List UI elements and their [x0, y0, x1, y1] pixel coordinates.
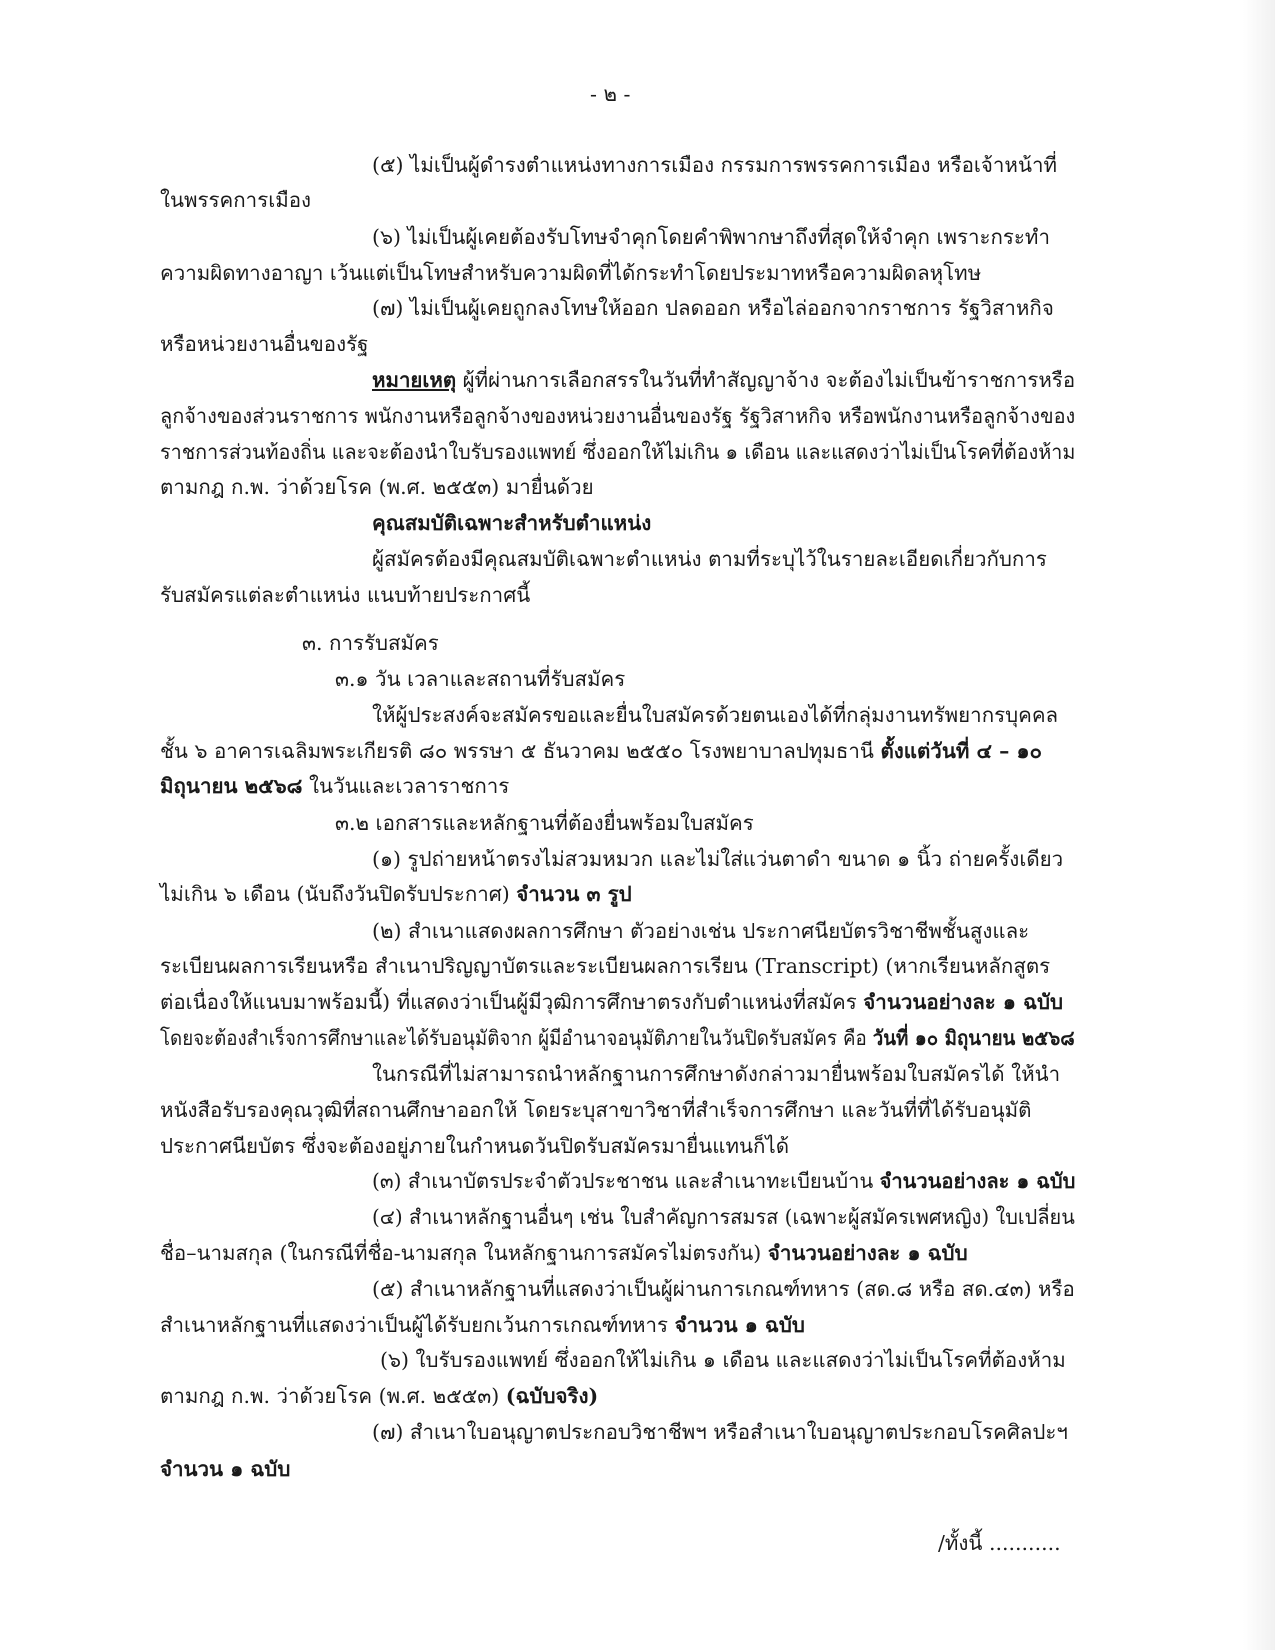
doc-2-line-6: หนังสือรับรองคุณวุฒิที่สถานศึกษาออกให้ โดยระบุสาขาวิชาที่สำเร็จการศึกษา และวันที่ที่ได้รับอนุมัติ — [160, 1098, 1032, 1122]
note-text: ผู้ที่ผ่านการเลือกสรรในวันที่ทำสัญญาจ้าง จะต้องไม่เป็นข้าราชการหรือ — [456, 368, 1076, 392]
doc-3-line-1 — [372, 1168, 1075, 1194]
doc-1-quantity: จำนวน ๓ รูป — [516, 882, 632, 906]
doc-2-line-7: ประกาศนียบัตร ซึ่งจะต้องอยู่ภายในกำหนดวันปิดรับสมัครมายื่นแทนก็ได้ — [160, 1134, 790, 1158]
doc-1-line-2 — [160, 881, 632, 907]
doc-5-quantity: จำนวน ๑ ฉบับ — [674, 1313, 805, 1337]
note-line-3: ราชการส่วนท้องถิ่น และจะต้องนำใบรับรองแพทย์ ซึ่งออกให้ไม่เกิน ๑ เดือน และแสดงว่าไม่เป็นโรคที่ต้องห้าม — [160, 440, 1076, 464]
section-3-1-text: ชั้น ๖ อาคารเฉลิมพระเกียรติ ๘๐ พรรษา ๕ ธันวาคม ๒๕๕๐ โรงพยาบาลปทุมธานี — [160, 739, 881, 763]
item-7-line-1: (๗) ไม่เป็นผู้เคยถูกลงโทษให้ออก ปลดออก หรือไล่ออกจากราชการ รัฐวิสาหกิจ — [372, 296, 1054, 320]
doc-2-line-5: ในกรณีที่ไม่สามารถนำหลักฐานการศึกษาดังกล่าวมายื่นพร้อมใบสมัครได้ ให้นำ — [372, 1062, 1061, 1086]
page-number: - ๒ - — [590, 82, 631, 106]
item-6-line-2: ความผิดทางอาญา เว้นแต่เป็นโทษสำหรับความผิดที่ได้กระทำโดยประมาทหรือความผิดลหุโทษ — [160, 261, 982, 285]
note-line-2: ลูกจ้างของส่วนราชการ พนักงานหรือลูกจ้างของหน่วยงานอื่นของรัฐ รัฐวิสาหกิจ หรือพนักงานหรือลูกจ้างของ — [160, 404, 1076, 428]
doc-4-text: ชื่อ–นามสกุล (ในกรณีที่ชื่อ-นามสกุล ในหลักฐานการสมัครไม่ตรงกัน) — [160, 1241, 768, 1265]
item-5-line-1: (๕) ไม่เป็นผู้ดำรงตำแหน่งทางการเมือง กรรมการพรรคการเมือง หรือเจ้าหน้าที่ — [372, 153, 1057, 177]
doc-6-original: (ฉบับจริง) — [505, 1384, 599, 1408]
specific-qualifications-heading: คุณสมบัติเฉพาะสำหรับตำแหน่ง — [372, 511, 652, 535]
doc-2-deadline: วันที่ ๑๐ มิถุนายน ๒๕๖๘ — [872, 1026, 1075, 1050]
doc-2-line-3 — [160, 989, 1063, 1015]
note-line-4: ตามกฎ ก.พ. ว่าด้วยโรค (พ.ศ. ๒๕๕๓) มายื่นด้วย — [160, 475, 594, 499]
doc-5-line-1: (๕) สำเนาหลักฐานที่แสดงว่าเป็นผู้ผ่านการเกณฑ์ทหาร (สด.๘ หรือ สด.๔๓) หรือ — [372, 1277, 1075, 1301]
specific-line-2: รับสมัครแต่ละตำแหน่ง แนบท้ายประกาศนี้ — [160, 583, 531, 607]
note-line-1 — [372, 367, 1075, 393]
doc-4-line-2 — [160, 1240, 968, 1266]
specific-line-1: ผู้สมัครต้องมีคุณสมบัติเฉพาะตำแหน่ง ตามที่ระบุไว้ในรายละเอียดเกี่ยวกับการ — [372, 547, 1047, 571]
doc-6-text: ตามกฎ ก.พ. ว่าด้วยโรค (พ.ศ. ๒๕๕๓) — [160, 1384, 506, 1408]
doc-5-line-2 — [160, 1312, 805, 1338]
continuation-marker: /ทั้งนี้ ........... — [938, 1531, 1061, 1555]
item-6-line-1: (๖) ไม่เป็นผู้เคยต้องรับโทษจำคุกโดยคำพิพากษาถึงที่สุดให้จำคุก เพราะกระทำ — [372, 225, 1050, 249]
section-3-1-line-2 — [160, 738, 1042, 764]
doc-7-line-1: (๗) สำเนาใบอนุญาตประกอบวิชาชีพฯ หรือสำเนาใบอนุญาตประกอบโรคศิลปะฯ — [372, 1420, 1068, 1444]
section-3-1-line-1: ให้ผู้ประสงค์จะสมัครขอและยื่นใบสมัครด้วยตนเองได้ที่กลุ่มงานทรัพยากรบุคคล — [372, 703, 1059, 727]
doc-5-text: สำเนาหลักฐานที่แสดงว่าเป็นผู้ได้รับยกเว้นการเกณฑ์ทหาร — [160, 1313, 675, 1337]
doc-2-approval-text: โดยจะต้องสำเร็จการศึกษาและได้รับอนุมัติจาก ผู้มีอำนาจอนุมัติภายในวันปิดรับสมัคร คือ — [160, 1026, 873, 1050]
doc-2-line-2: ระเบียนผลการเรียนหรือ สำเนาปริญญาบัตรและระเบียนผลการเรียน (Transcript) (หากเรียนหลักสูตร — [160, 954, 1051, 978]
doc-4-quantity: จำนวนอย่างละ ๑ ฉบับ — [767, 1241, 968, 1265]
note-label: หมายเหตุ — [372, 368, 457, 392]
section-3-1-line-3 — [160, 773, 509, 799]
item-5-line-2: ในพรรคการเมือง — [160, 188, 312, 212]
doc-1-text: ไม่เกิน ๖ เดือน (นับถึงวันปิดรับประกาศ) — [160, 882, 517, 906]
doc-7-line-2: จำนวน ๑ ฉบับ — [160, 1457, 291, 1481]
doc-6-line-2 — [160, 1383, 598, 1409]
doc-2-text: ต่อเนื่องให้แนบมาพร้อมนี้) ที่แสดงว่าเป็นผู้มีวุฒิการศึกษาตรงกับตำแหน่งที่สมัคร — [160, 990, 864, 1014]
doc-2-line-1: (๒) สำเนาแสดงผลการศึกษา ตัวอย่างเช่น ประกาศนียบัตรวิชาชีพชั้นสูงและ — [372, 919, 1030, 943]
doc-1-line-1: (๑) รูปถ่ายหน้าตรงไม่สวมหมวก และไม่ใส่แว่นตาดำ ขนาด ๑ นิ้ว ถ่ายครั้งเดียว — [372, 847, 1064, 871]
section-3-1-date-start: ตั้งแต่วันที่ ๔ – ๑๐ — [880, 739, 1043, 763]
section-3-2-heading: ๓.๒ เอกสารและหลักฐานที่ต้องยื่นพร้อมใบสมัคร — [335, 811, 754, 835]
page-edge-shadow — [1243, 0, 1275, 1650]
doc-2-quantity: จำนวนอย่างละ ๑ ฉบับ — [863, 990, 1064, 1014]
doc-3-text: (๓) สำเนาบัตรประจำตัวประชาชน และสำเนาทะเบียนบ้าน — [372, 1169, 880, 1193]
doc-2-line-4 — [160, 1025, 1075, 1051]
doc-4-line-1: (๔) สำเนาหลักฐานอื่นๆ เช่น ใบสำคัญการสมรส (เฉพาะผู้สมัครเพศหญิง) ใบเปลี่ยน — [372, 1205, 1075, 1229]
item-7-line-2: หรือหน่วยงานอื่นของรัฐ — [160, 332, 369, 356]
doc-6-line-1: (๖) ใบรับรองแพทย์ ซึ่งออกให้ไม่เกิน ๑ เดือน และแสดงว่าไม่เป็นโรคที่ต้องห้าม — [380, 1348, 1066, 1372]
section-3-1-hours: ในวันและเวลาราชการ — [302, 774, 510, 798]
section-3-heading: ๓. การรับสมัคร — [302, 631, 439, 655]
doc-3-quantity: จำนวนอย่างละ ๑ ฉบับ — [879, 1169, 1076, 1193]
section-3-1-date-month: มิถุนายน ๒๕๖๘ — [160, 774, 303, 798]
section-3-1-heading: ๓.๑ วัน เวลาและสถานที่รับสมัคร — [335, 667, 626, 691]
